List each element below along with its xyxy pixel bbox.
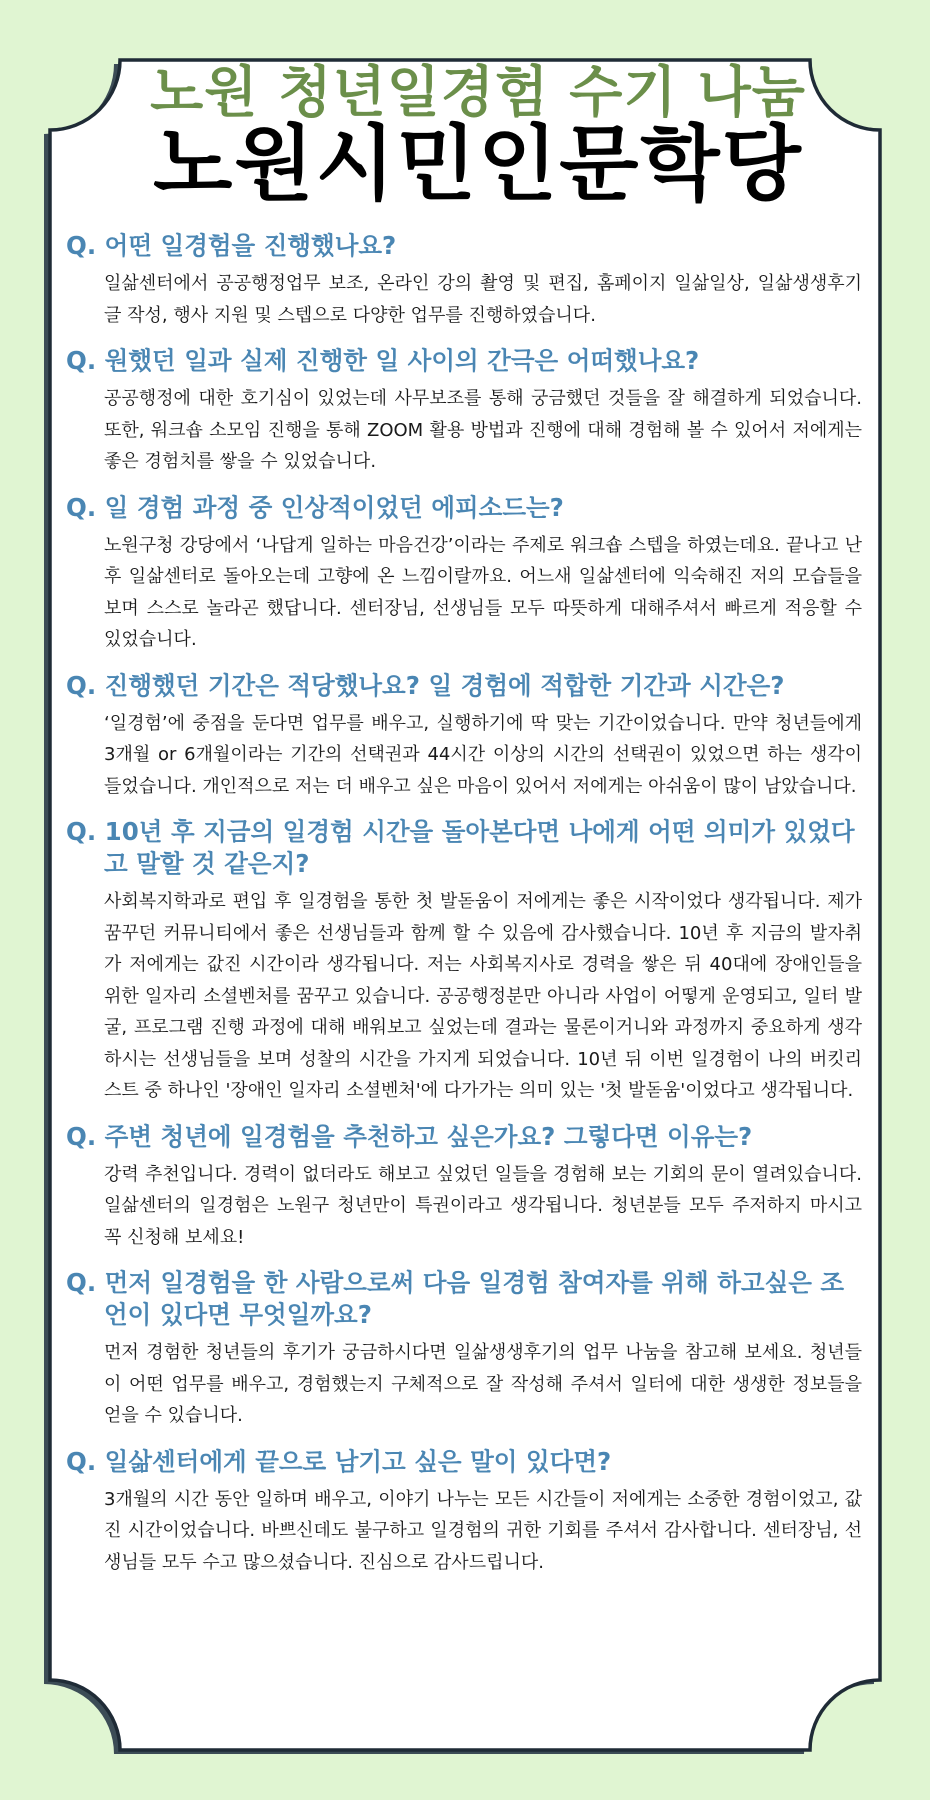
qa-item xyxy=(66,230,866,331)
page-subtitle: 노원 청년일경험 수기 나눔 xyxy=(150,60,806,124)
answer-text: 공공행정에 대한 호기심이 있었는데 사무보조를 통해 궁금했던 것들을 잘 해결하게 되었습니다. 또한, 워크숍 소모임 진행을 통해 ZOOM 활용 방법과 진행에 대해 경험해 볼 수 있어서 저에게는 좋은 경험치를 쌓을 수 있었습니다. xyxy=(104,388,862,472)
answer-text: 3개월의 시간 동안 일하며 배우고, 이야기 나누는 모든 시간들이 저에게는 소중한 경험이었고, 값진 시간이었습니다. 바쁘신데도 불구하고 일경험의 귀한 기회를 주셔서 감사합니다. 센터장님, 선생님들 모두 수고 많으셨습니다. 진심으로 감사드립니다. xyxy=(104,1488,862,1573)
answer-text: 일삶센터에서 공공행정업무 보조, 온라인 강의 촬영 및 편집, 홈페이지 일삶일상, 일삶생생후기 글 작성, 행사 지원 및 스텝으로 다양한 업무를 진행하였습니다. xyxy=(104,273,862,326)
question-text: Q. 진행했던 기간은 적당했나요? 일 경험에 적합한 기간과 시간은? xyxy=(66,670,785,700)
answer-text: ‘일경험’에 중점을 둔다면 업무를 배우고, 실행하기에 딱 맞는 기간이었습니다. 만약 청년들에게 3개월 or 6개월이라는 기간의 선택권과 44시간 이상의 시간의 선택권이 있었으면 하는 생각이 들었습니다. 개인적으로 저는 더 배우고 싶은 마음이 있어서 저에게는 아쉬움이 많이 남았습니다. xyxy=(104,712,862,797)
question-text: Q. 어떤 일경험을 진행했나요? xyxy=(66,231,397,260)
question-text: Q. 먼저 일경험을 한 사람으로써 다음 일경험 참여자를 위해 하고싶은 조언이 있다면 무엇일까요? xyxy=(66,1268,845,1329)
question-text: Q. 주변 청년에 일경험을 추천하고 싶은가요? 그렇다면 이유는? xyxy=(66,1121,753,1151)
qa-item xyxy=(66,670,866,803)
qa-item xyxy=(66,1267,866,1432)
answer-text: 노원구청 강당에서 ‘나답게 일하는 마음건강’이라는 주제로 워크숍 스텝을 하였는데요. 끝나고 난 후 일삶센터로 돌아오는데 고향에 온 느낌이랄까요. 어느새 일삶센터에 익숙해진 저의 모습들을 보며 스스로 놀라곤 했답니다. 센터장님, 선생님들 모두 따뜻하게 대해주셔서 빠르게 적응할 수 있었습니다. xyxy=(104,534,862,650)
qa-item xyxy=(66,816,866,1107)
answer-text: 강력 추천입니다. 경력이 없더라도 해보고 싶었던 일들을 경험해 보는 기회의 문이 열려있습니다. 일삶센터의 일경험은 노원구 청년만이 특권이라고 생각됩니다. 청년분들 모두 주저하지 마시고 꼭 신청해 보세요! xyxy=(104,1163,862,1248)
qa-item xyxy=(66,345,866,478)
qa-item xyxy=(66,1121,866,1254)
qa-item xyxy=(66,1446,866,1579)
answer-text: 사회복지학과로 편입 후 일경험을 통한 첫 발돋움이 저에게는 좋은 시작이었다 생각됩니다. 제가 꿈꾸던 커뮤니티에서 좋은 선생님들과 함께 할 수 있음에 감사했습니다. 10년 후 지금의 발자취가 저에게는 값진 시간이라 생각됩니다. 저는 사회복지사로 경력을 쌓은 뒤 40대에 장애인들을 위한 일자리 소셜벤처를 꿈꾸고 있습니다. 공공행정분만 아니라 사업이 어떻게 운영되고, 일터 발굴, 프로그램 진행 과정에 대해 배워보고 싶었는데 결과는 물론이거니와 과정까지 중요하게 생각하시는 선생님들을 보며 성찰의 시간을 가지게 되었습니다. 10년 뒤 이번 일경험이 나의 버킷리스트 중 하나인 '장애인 일자리 소셜벤처'에 다가가는 의미 있는 '첫 발돋움'이었다고 생각됩니다. xyxy=(104,891,862,1101)
answer-text: 먼저 경험한 청년들의 후기가 궁금하시다면 일삶생생후기의 업무 나눔을 참고해 보세요. 청년들이 어떤 업무를 배우고, 경험했는지 구체적으로 잘 작성해 주셔서 일터에 대한 생생한 정보들을 얻을 수 있습니다. xyxy=(104,1342,862,1426)
question-text: Q. 일삶센터에게 끝으로 남기고 싶은 말이 있다면? xyxy=(66,1446,612,1476)
qa-item xyxy=(66,492,866,656)
document-body xyxy=(66,62,866,1742)
question-text: Q. 10년 후 지금의 일경험 시간을 돌아본다면 나에게 어떤 의미가 있었다고 말할 것 같은지? xyxy=(66,817,855,878)
question-text: Q. 원했던 일과 실제 진행한 일 사이의 간극은 어떠했나요? xyxy=(66,346,700,375)
question-text: Q. 일 경험 과정 중 인상적이었던 에피소드는? xyxy=(66,492,564,522)
page-title: 노원시민인문학당 xyxy=(153,117,803,212)
